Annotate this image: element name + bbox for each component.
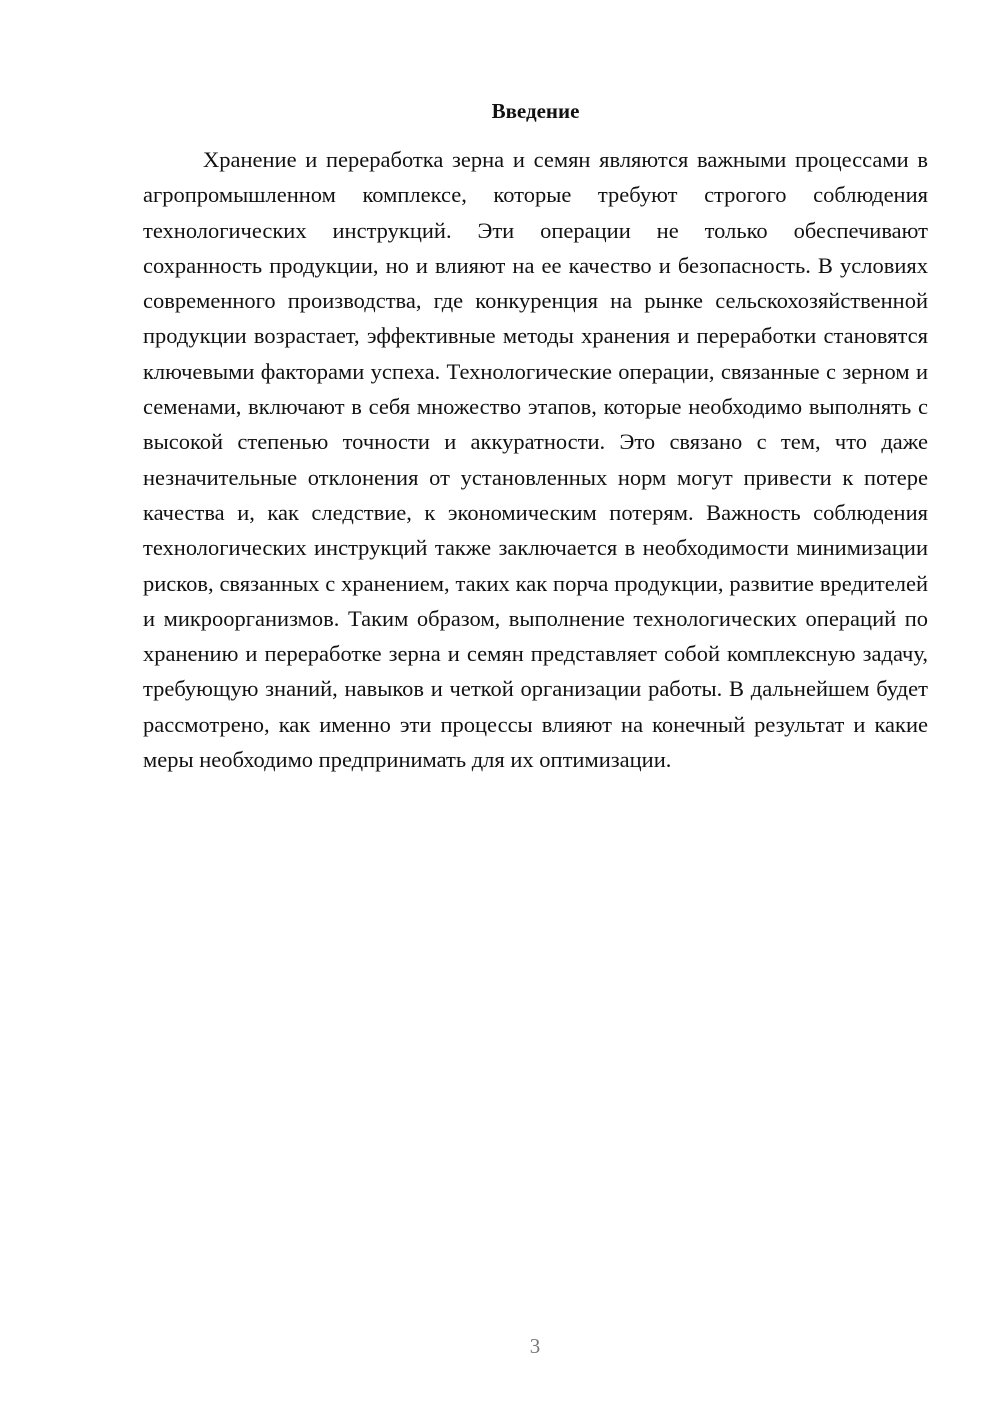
body-paragraph: Хранение и переработка зерна и семян являются важными процессами в агропромышленном комплексе, которые требуют строгого соблюдения технологических инструкций. Эти операции не только обеспечивают сохранность продукции, но и влияют на ее качество и безопасность. В условиях современного производства, где конкуренция на рынке сельскохозяйственной продукции возрастает, эффективные методы хранения и переработки становятся ключевыми факторами успеха. Технологические операции, связанные с зерном и семенами, включают в себя множество этапов, которые необходимо выполнять с высокой степенью точности и аккуратности. Это связано с тем, что даже незначительные отклонения от установленных норм могут привести к потере качества и, как следствие, к экономическим потерям. Важность соблюдения технологических инструкций также заключается в необходимости минимизации рисков, связанных с хранением, таких как порча продукции, развитие вредителей и микроорганизмов. Таким образом, выполнение технологических операций по хранению и переработке зерна и семян представляет собой комплексную задачу, требующую знаний, навыков и четкой организации работы. В дальнейшем будет рассмотрено, как именно эти процессы влияют на конечный результат и какие меры необходимо предпринимать для их оптимизации. (143, 147, 928, 773)
section-heading: Введение (491, 99, 580, 123)
page-number: 3 (529, 1334, 541, 1358)
